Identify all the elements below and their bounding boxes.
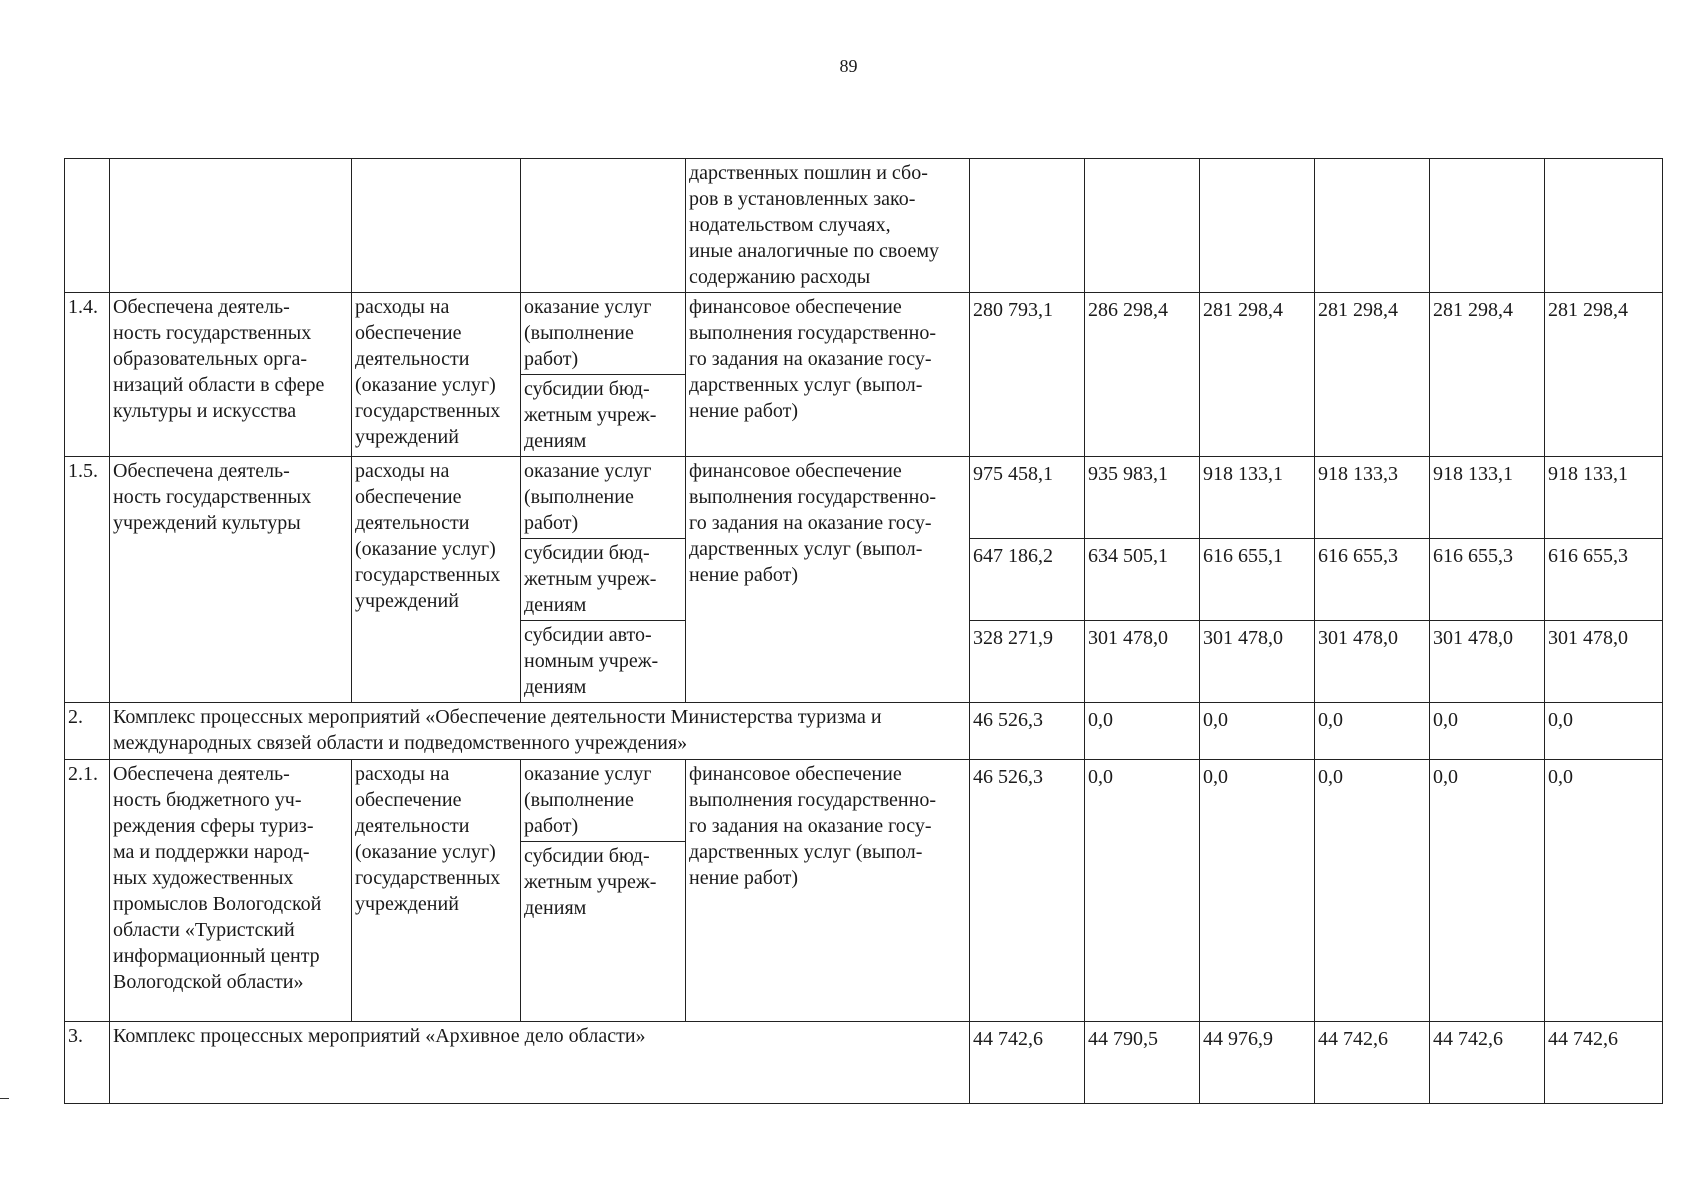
row-number: 1.5. (65, 457, 110, 703)
value-cell: 301 478,0 (1430, 621, 1545, 703)
table-row-3 (65, 1022, 1663, 1104)
continuation-purpose: дарственных пошлин и сбо- ров в установленных зако- нодательством случаях, иные аналогичные по своему содержанию расходы (686, 159, 970, 293)
table-row-2-1 (65, 760, 1663, 842)
value-cell: 616 655,3 (1545, 539, 1663, 621)
subsidy-type: субсидии бюд- жетным учреж- дениям (521, 375, 686, 457)
value-cell: 0,0 (1315, 760, 1430, 1022)
margin-mark (0, 1098, 9, 1099)
cell-empty (1315, 159, 1430, 293)
value-cell: 281 298,4 (1430, 293, 1545, 457)
value-cell: 0,0 (1200, 760, 1315, 1022)
value-cell: 918 133,3 (1315, 457, 1430, 539)
page-number: 89 (839, 56, 858, 76)
value-cell: 0,0 (1200, 703, 1315, 760)
value-cell: 616 655,3 (1430, 539, 1545, 621)
value-cell: 0,0 (1430, 703, 1545, 760)
cell-empty (110, 159, 352, 293)
result-name: Обеспечена деятель- ность государственных учреждений культуры (110, 457, 352, 703)
value-cell: 616 655,3 (1315, 539, 1430, 621)
row-number: 2. (65, 703, 110, 760)
value-cell: 44 742,6 (1545, 1022, 1663, 1104)
value-cell: 0,0 (1315, 703, 1430, 760)
value-cell: 280 793,1 (970, 293, 1085, 457)
value-cell: 616 655,1 (1200, 539, 1315, 621)
subsidy-type: субсидии бюд- жетным учреж- дениям (521, 539, 686, 621)
value-cell: 918 133,1 (1200, 457, 1315, 539)
cell-empty (352, 159, 521, 293)
value-cell: 918 133,1 (1545, 457, 1663, 539)
subsidy-type: субсидии авто- номным учреж- дениям (521, 621, 686, 703)
expense-purpose: финансовое обеспечение выполнения государственно- го задания на оказание госу- дарственных услуг (выпол- нение работ) (686, 760, 970, 1022)
value-cell: 0,0 (1545, 760, 1663, 1022)
value-cell: 44 790,5 (1085, 1022, 1200, 1104)
value-cell: 281 298,4 (1200, 293, 1315, 457)
complex-title: Комплекс процессных мероприятий «Обеспечение деятельности Министерства туризма и международных связей области и подведомственного учреждения» (110, 703, 970, 760)
subsidy-type: субсидии бюд- жетным учреж- дениям (521, 842, 686, 1022)
complex-title: Комплекс процессных мероприятий «Архивное дело области» (110, 1022, 970, 1104)
value-cell: 0,0 (1545, 703, 1663, 760)
value-cell: 0,0 (1430, 760, 1545, 1022)
value-cell: 44 742,6 (1315, 1022, 1430, 1104)
expense-purpose: финансовое обеспечение выполнения государственно- го задания на оказание госу- дарственных услуг (выпол- нение работ) (686, 457, 970, 703)
value-cell: 301 478,0 (1085, 621, 1200, 703)
cell-empty (1430, 159, 1545, 293)
cell-empty (970, 159, 1085, 293)
value-cell: 44 742,6 (970, 1022, 1085, 1104)
cell-empty (1085, 159, 1200, 293)
expense-purpose: финансовое обеспечение выполнения государственно- го задания на оказание госу- дарственных услуг (выпол- нение работ) (686, 293, 970, 457)
value-cell: 328 271,9 (970, 621, 1085, 703)
table-row-1-4 (65, 293, 1663, 375)
service-type: оказание услуг (выполнение работ) (521, 760, 686, 842)
value-cell: 301 478,0 (1545, 621, 1663, 703)
cell-empty (1545, 159, 1663, 293)
value-cell: 975 458,1 (970, 457, 1085, 539)
value-cell: 647 186,2 (970, 539, 1085, 621)
row-number: 3. (65, 1022, 110, 1104)
value-cell: 44 976,9 (1200, 1022, 1315, 1104)
value-cell: 46 526,3 (970, 760, 1085, 1022)
cell-empty (1200, 159, 1315, 293)
table-row-continuation (65, 159, 1663, 293)
cell-empty (521, 159, 686, 293)
expense-type: расходы на обеспечение деятельности (оказание услуг) государственных учреждений (352, 293, 521, 457)
table-row-1-5 (65, 457, 1663, 539)
expense-type: расходы на обеспечение деятельности (оказание услуг) государственных учреждений (352, 457, 521, 703)
result-name: Обеспечена деятель- ность бюджетного уч- реждения сферы туриз- ма и поддержки народ- ных художественных промыслов Вологодской области «Туристский информационный центр Вологодской области» (110, 760, 352, 1022)
value-cell: 301 478,0 (1315, 621, 1430, 703)
value-cell: 281 298,4 (1315, 293, 1430, 457)
value-cell: 935 983,1 (1085, 457, 1200, 539)
service-type: оказание услуг (выполнение работ) (521, 293, 686, 375)
expense-type: расходы на обеспечение деятельности (оказание услуг) государственных учреждений (352, 760, 521, 1022)
table-row-2 (65, 703, 1663, 760)
value-cell: 0,0 (1085, 703, 1200, 760)
value-cell: 46 526,3 (970, 703, 1085, 760)
value-cell: 0,0 (1085, 760, 1200, 1022)
value-cell: 918 133,1 (1430, 457, 1545, 539)
row-number: 2.1. (65, 760, 110, 1022)
value-cell: 301 478,0 (1200, 621, 1315, 703)
value-cell: 281 298,4 (1545, 293, 1663, 457)
result-name: Обеспечена деятель- ность государственных образовательных орга- низаций области в сфере культуры и искусства (110, 293, 352, 457)
budget-table (64, 158, 1663, 1104)
value-cell: 634 505,1 (1085, 539, 1200, 621)
value-cell: 44 742,6 (1430, 1022, 1545, 1104)
value-cell: 286 298,4 (1085, 293, 1200, 457)
cell-empty (65, 159, 110, 293)
service-type: оказание услуг (выполнение работ) (521, 457, 686, 539)
row-number: 1.4. (65, 293, 110, 457)
